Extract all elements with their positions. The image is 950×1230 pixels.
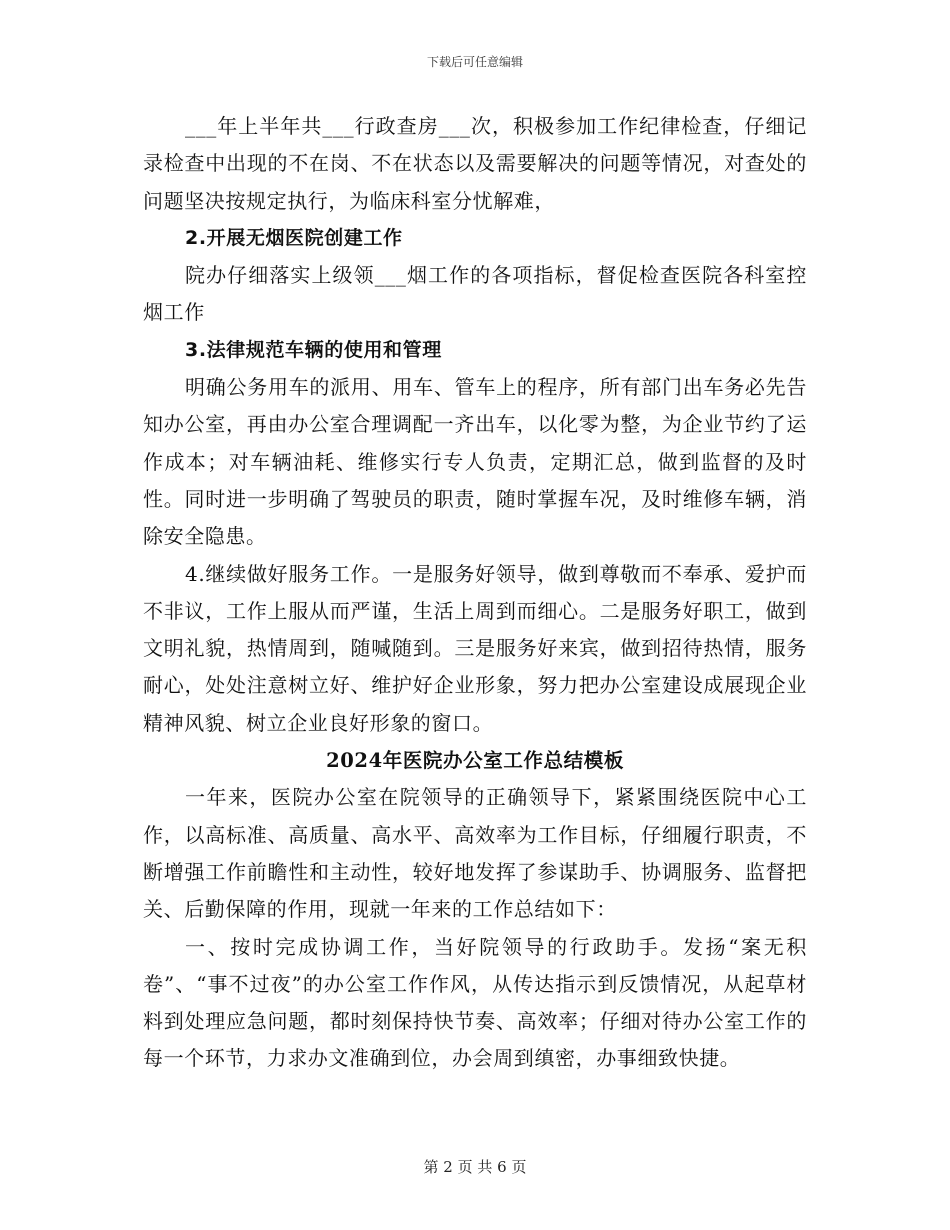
header-note: 下载后可任意编辑 bbox=[426, 55, 523, 69]
page-number: 第 2 页 共 6 页 bbox=[423, 1158, 527, 1176]
paragraph-smoke-control: 院办仔细落实上级领___烟工作的各项指标，督促检查医院各科室控烟工作 bbox=[143, 263, 807, 325]
paragraph-coordination: 一、按时完成协调工作，当好院领导的行政助手。发扬“案无积卷”、“事不过夜”的办公室工作作风，从传达指示到反馈情况，从起草材料到处理应急问题，都时刻保持快节奏、高效率；仔细对待办公室工作的每一个环节，力求办文准确到位，办会周到缜密，办事细致快捷。 bbox=[143, 934, 807, 1071]
section-heading-smoke-free: 2.开展无烟医院创建工作 bbox=[185, 226, 403, 249]
paragraph-inspection: ___年上半年共___行政查房___次，积极参加工作纪律检查，仔细记录检查中出现的不在岗、不在状态以及需要解决的问题等情况，对查处的问题坚决按规定执行，为临床科室分忧解难， bbox=[143, 114, 807, 213]
section-heading-vehicles: 3.法律规范车辆的使用和管理 bbox=[185, 338, 442, 361]
paragraph-year-summary: 一年来，医院办公室在院领导的正确领导下，紧紧围绕医院中心工作，以高标准、高质量、高水平、高效率为工作目标，仔细履行职责，不断增强工作前瞻性和主动性，较好地发挥了参谋助手、协调服务、监督把关、后勤保障的作用，现就一年来的工作总结如下： bbox=[143, 785, 807, 922]
paragraph-service-work: 4.继续做好服务工作。一是服务好领导，做到尊敬而不奉承、爱护而不非议，工作上服从而严谨，生活上周到而细心。二是服务好职工，做到文明礼貌，热情周到，随喊随到。三是服务好来宾，做到招待热情，服务耐心，处处注意树立好、维护好企业形象，努力把办公室建设成展现企业精神风貌、树立企业良好形象的窗口。 bbox=[143, 561, 807, 735]
paragraph-vehicle-management: 明确公务用车的派用、用车、管车上的程序，所有部门出车务必先告知办公室，再由办公室合理调配一齐出车，以化零为整，为企业节约了运作成本；对车辆油耗、维修实行专人负责，定期汇总，做到监督的及时性。同时进一步明确了驾驶员的职责，随时掌握车况，及时维修车辆，消除安全隐患。 bbox=[143, 375, 807, 549]
document-title: 2024年医院办公室工作总结模板 bbox=[326, 749, 624, 773]
document-body bbox=[143, 108, 807, 1078]
